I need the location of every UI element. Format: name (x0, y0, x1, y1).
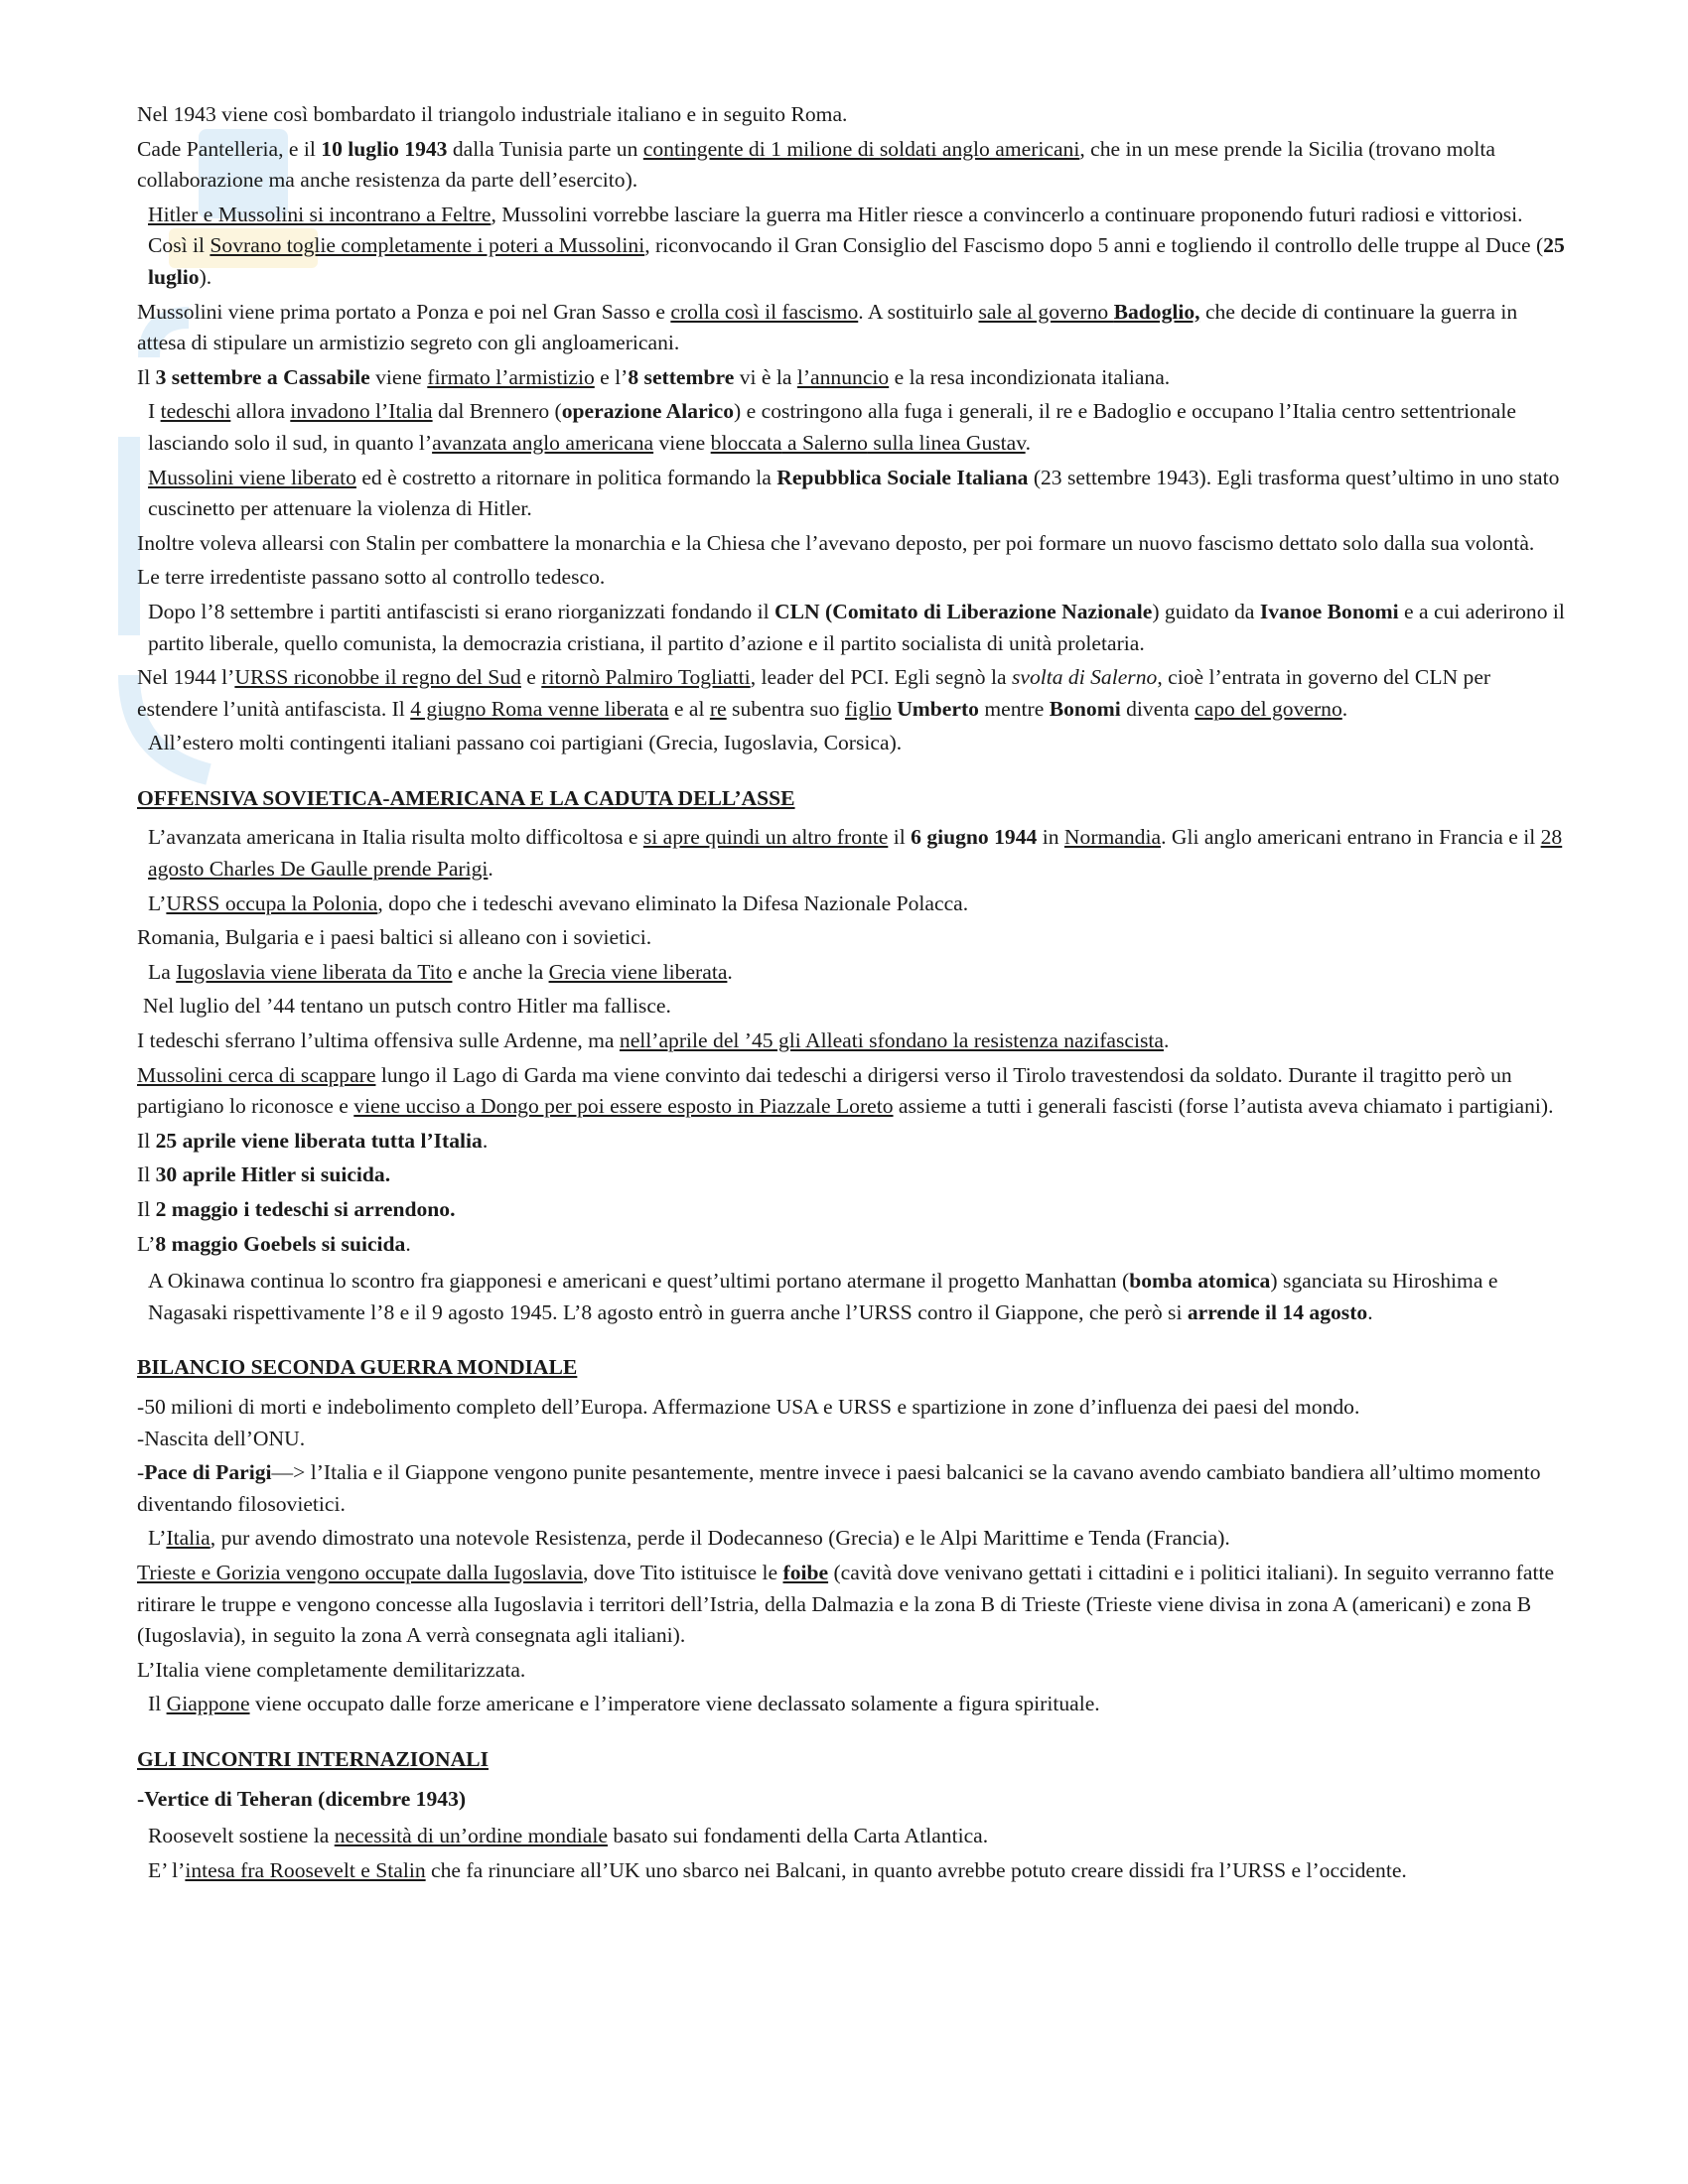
document-page (137, 99, 1567, 1886)
paragraph: L’Italia viene completamente demilitarizzata. (137, 1657, 526, 1682)
paragraph: Mussolini viene liberato ed è costretto a ritornare in politica formando la Repubblica Sociale Italiana (23 settembre 1943). Egli trasforma quest’ultimo in uno stato cuscinetto per attenuare la violenza di Hitler. (148, 465, 1560, 521)
paragraph: E’ l’intesa fra Roosevelt e Stalin che fa rinunciare all’UK uno sbarco nei Balcani, in quanto avrebbe potuto creare dissidi fra l’URSS e l’occidente. (148, 1857, 1407, 1882)
paragraph: Mussolini cerca di scappare lungo il Lago di Garda ma viene convinto dai tedeschi a dirigersi verso il Tirolo travestendosi da soldato. Durante il tragitto però un partigiano lo riconosce e viene ucciso a Dongo per poi essere esposto in Piazzale Loreto assieme a tutti i generali fascisti (forse l’autista aveva chiamato i partigiani). (137, 1062, 1554, 1119)
paragraph: L’URSS occupa la Polonia, dopo che i tedeschi avevano eliminato la Difesa Nazionale Polacca. (148, 890, 969, 915)
paragraph: All’estero molti contingenti italiani passano coi partigiani (Grecia, Iugoslavia, Corsica). (148, 731, 903, 755)
paragraph: Hitler e Mussolini si incontrano a Feltre, Mussolini vorrebbe lasciare la guerra ma Hitler riesce a convincerlo a continuare proponendo futuri radiosi e vittoriosi. Così il Sovrano toglie completamente i poteri a Mussolini, riconvocando il Gran Consiglio del Fascismo dopo 5 anni e togliendo il controllo delle truppe al Duce (25 luglio). (148, 202, 1565, 289)
paragraph: Mussolini viene prima portato a Ponza e poi nel Gran Sasso e crolla così il fascismo. A sostituirlo sale al governo Badoglio, che decide di continuare la guerra in attesa di stipulare un armistizio segreto con gli angloamericani. (137, 299, 1518, 355)
section-heading: GLI INCONTRI INTERNAZIONALI (137, 1746, 489, 1771)
paragraph: Il 25 aprile viene liberata tutta l’Italia. (137, 1128, 489, 1153)
paragraph: A Okinawa continua lo scontro fra giapponesi e americani e quest’ultimi portano atermane il progetto Manhattan (bomba atomica) sganciata su Hiroshima e Nagasaki rispettivamente l’8 e il 9 agosto 1945. L’8 agosto entrò in guerra anche l’URSS contro il Giappone, che però si arrende il 14 agosto. (148, 1269, 1498, 1324)
paragraph: -50 milioni di morti e indebolimento completo dell’Europa. Affermazione USA e URSS e spartizione in zone d’influenza dei paesi del mondo. (137, 1394, 1360, 1419)
paragraph: Inoltre voleva allearsi con Stalin per combattere la monarchia e la Chiesa che l’avevano deposto, per poi formare un nuovo fascismo dettato solo dalla sua volontà. (137, 530, 1535, 555)
paragraph: Dopo l’8 settembre i partiti antifascisti si erano riorganizzati fondando il CLN (Comitato di Liberazione Nazionale) guidato da Ivanoe Bonomi e a cui aderirono il partito liberale, quello comunista, la democrazia cristiana, il partito d’azione e il partito socialista di unità proletaria. (148, 599, 1565, 655)
paragraph: Le terre irredentiste passano sotto al controllo tedesco. (137, 565, 606, 590)
paragraph: Nel 1943 viene così bombardato il triangolo industriale italiano e in seguito Roma. (137, 102, 848, 126)
paragraph: Nel luglio del ’44 tentano un putsch contro Hitler ma fallisce. (143, 994, 671, 1019)
paragraph: Romania, Bulgaria e i paesi baltici si alleano con i sovietici. (137, 925, 652, 950)
paragraph: Nel 1944 l’URSS riconobbe il regno del Sud e ritornò Palmiro Togliatti, leader del PCI. Egli segnò la svolta di Salerno, cioè l’entrata in governo del CLN per estendere l’unità antifascista. Il 4 giugno Roma venne liberata e al re subentra suo figlio Umberto mentre Bonomi diventa capo del governo. (137, 665, 1491, 721)
paragraph: Il 2 maggio i tedeschi si arrendono. (137, 1197, 456, 1221)
paragraph: -Pace di Parigi—> l’Italia e il Giappone vengono punite pesantemente, mentre invece i paesi balcanici se la cavano avendo cambiato bandiera all’ultimo momento diventando filosovietici. (137, 1460, 1541, 1516)
section-heading: OFFENSIVA SOVIETICA-AMERICANA E LA CADUTA DELL’ASSE (137, 785, 795, 810)
paragraph: I tedeschi allora invadono l’Italia dal Brennero (operazione Alarico) e costringono alla fuga i generali, il re e Badoglio e occupano l’Italia centro settentrionale lasciando solo il sud, in quanto l’avanzata anglo americana viene bloccata a Salerno sulla linea Gustav. (148, 399, 1516, 455)
section-heading: BILANCIO SECONDA GUERRA MONDIALE (137, 1355, 578, 1380)
paragraph: L’avanzata americana in Italia risulta molto difficoltosa e si apre quindi un altro fronte il 6 giugno 1944 in Normandia. Gli anglo americani entrano in Francia e il 28 agosto Charles De Gaulle prende Parigi. (148, 825, 1563, 882)
subheading: -Vertice di Teheran (dicembre 1943) (137, 1786, 467, 1811)
paragraph: Il Giappone viene occupato dalle forze americane e l’imperatore viene declassato solamente a figura spirituale. (148, 1692, 1100, 1716)
paragraph: Cade Pantelleria, e il 10 luglio 1943 dalla Tunisia parte un contingente di 1 milione di soldati anglo americani, che in un mese prende la Sicilia (trovano molta collaborazione ma anche resistenza da parte dell’esercito). (137, 136, 1495, 193)
paragraph: -Nascita dell’ONU. (137, 1426, 306, 1450)
paragraph: Il 30 aprile Hitler si suicida. (137, 1162, 391, 1187)
paragraph: Roosevelt sostiene la necessità di un’ordine mondiale basato sui fondamenti della Carta Atlantica. (148, 1824, 989, 1848)
paragraph: I tedeschi sferrano l’ultima offensiva sulle Ardenne, ma nell’aprile del ’45 gli Alleati sfondano la resistenza nazifascista. (137, 1028, 1170, 1053)
paragraph: La Iugoslavia viene liberata da Tito e anche la Grecia viene liberata. (148, 959, 733, 984)
paragraph: Trieste e Gorizia vengono occupate dalla Iugoslavia, dove Tito istituisce le foibe (cavità dove venivano gettati i cittadini e i politici italiani). In seguito verranno fatte ritirare le truppe e vengono concesse alla Iugoslavia i territori dell’Istria, della Dalmazia e la zona B di Trieste (Trieste viene divisa in zona A (americani) e zona B (Iugoslavia), in seguito la zona A verrà consegnata agli italiani). (137, 1560, 1555, 1648)
paragraph: Il 3 settembre a Cassabile viene firmato l’armistizio e l’8 settembre vi è la l’annuncio e la resa incondizionata italiana. (137, 364, 1171, 389)
paragraph: L’8 maggio Goebels si suicida. (137, 1231, 411, 1256)
paragraph: L’Italia, pur avendo dimostrato una notevole Resistenza, perde il Dodecanneso (Grecia) e le Alpi Marittime e Tenda (Francia). (148, 1526, 1230, 1551)
